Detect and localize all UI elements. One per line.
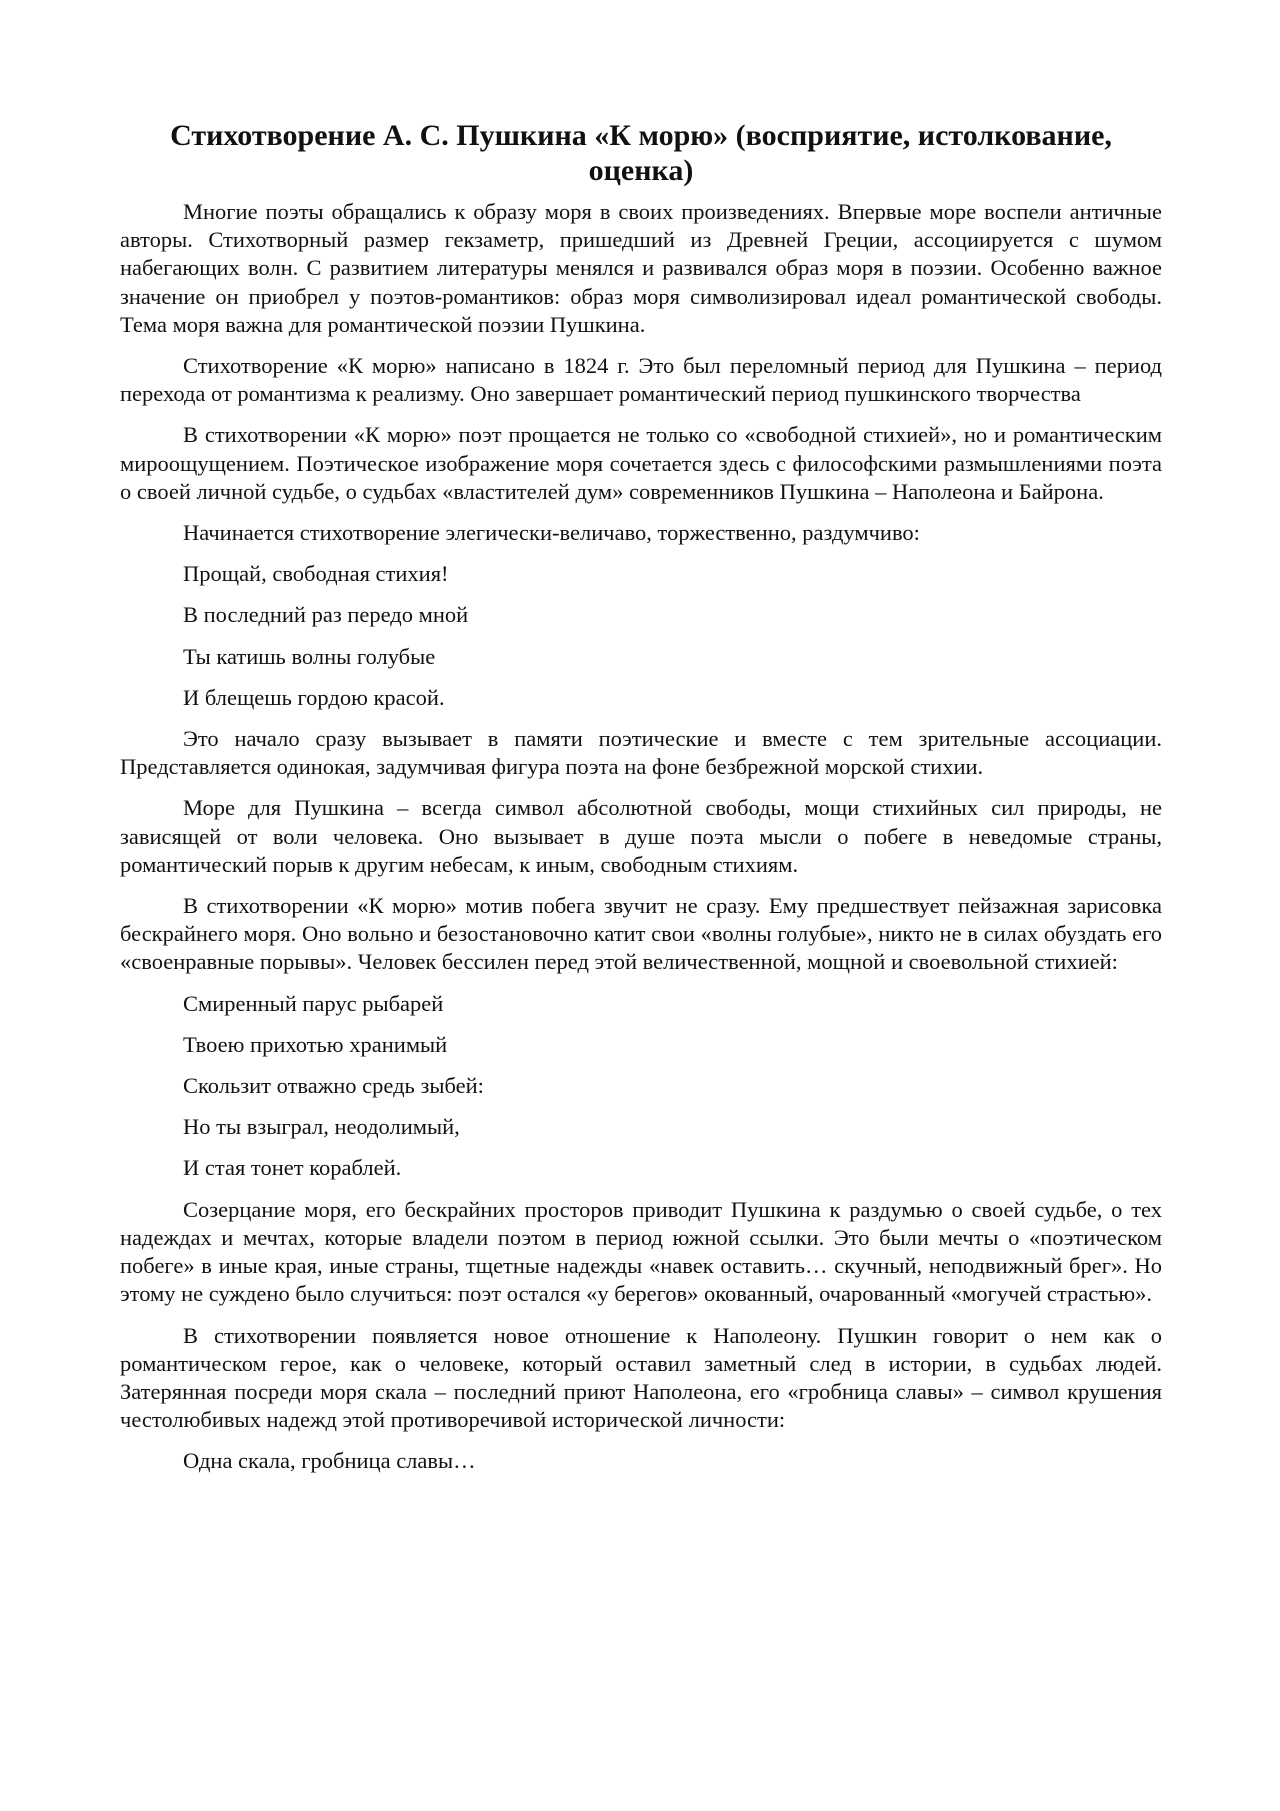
paragraph: Многие поэты обращались к образу моря в своих произведениях. Впервые море воспели античные авторы. Стихотворный размер гекзаметр, пришедший из Древней Греции, ассоциируется с шумом набегающих волн. С развитием литературы менялся и развивался образ моря в поэзии. Особенно важное значение он приобрел у поэтов-романтиков: образ моря символизировал идеал романтической свободы. Тема моря важна для романтической поэзии Пушкина. <box>120 199 1162 337</box>
paragraph: Это начало сразу вызывает в памяти поэтические и вместе с тем зрительные ассоциации. Представляется одинокая, задумчивая фигура поэта на фоне безбрежной морской стихии. <box>120 726 1162 780</box>
verse-line: Смиренный парус рыбарей <box>183 990 444 1016</box>
verse-line: Начинается стихотворение элегически-величаво, торжественно, раздумчиво: <box>183 520 920 546</box>
verse-line: Твоею прихотью хранимый <box>183 1031 448 1057</box>
paragraph: В стихотворении «К морю» поэт прощается не только со «свободной стихией», но и романтическим мироощущением. Поэтическое изображение моря сочетается здесь с философскими размышлениями поэта о своей личной судьбе, о судьбах «властителей дум» современников Пушкина – Наполеона и Байрона. <box>120 422 1162 504</box>
paragraph: В стихотворении «К морю» мотив побега звучит не сразу. Ему предшествует пейзажная зарисовка бескрайнего моря. Оно вольно и безостановочно катит свои «волны голубые», никто не в силах обуздать его «своенравные порывы». Человек бессилен перед этой величественной, мощной и своевольной стихией: <box>120 893 1162 975</box>
verse-line: Прощай, свободная стихия! <box>183 561 449 587</box>
verse-line: Одна скала, гробница славы… <box>183 1448 476 1474</box>
verse-line: Но ты взыграл, неодолимый, <box>183 1114 460 1140</box>
verse-line: Ты катишь волны голубые <box>183 643 436 669</box>
paragraph: Созерцание моря, его бескрайних просторов приводит Пушкина к раздумью о своей судьбе, о тех надеждах и мечтах, которые владели поэтом в период южной ссылки. Это были мечты о «поэтическом побеге» в иные края, иные страны, тщетные надежды «навек оставить… скучный, неподвижный брег». Но этому не суждено было случиться: поэт остался «у берегов» окованный, очарованный «могучей страстью». <box>120 1196 1162 1307</box>
paragraph: В стихотворении появляется новое отношение к Наполеону. Пушкин говорит о нем как о романтическом герое, как о человеке, который оставил заметный след в истории, в судьбах людей. Затерянная посреди моря скала – последний приют Наполеона, его «гробница славы» – символ крушения честолюбивых надежд этой противоречивой исторической личности: <box>120 1322 1162 1433</box>
verse-line: И блещешь гордою красой. <box>183 684 445 710</box>
document-title: Стихотворение А. С. Пушкина «К морю» (восприятие, истолкование, оценка) <box>170 119 1112 187</box>
verse-line: И стая тонет кораблей. <box>183 1155 402 1181</box>
document-page <box>120 118 1162 1489</box>
document-body <box>120 198 1162 1476</box>
paragraph: Стихотворение «К морю» написано в 1824 г. Это был переломный период для Пушкина – период перехода от романтизма к реализму. Оно завершает романтический период пушкинского творчества <box>120 353 1162 407</box>
verse-line: В последний раз передо мной <box>183 602 469 628</box>
paragraph: Море для Пушкина – всегда символ абсолютной свободы, мощи стихийных сил природы, не зависящей от воли человека. Оно вызывает в душе поэта мысли о побеге в неведомые страны, романтический порыв к другим небесам, к иным, свободным стихиям. <box>120 795 1162 877</box>
verse-line: Скользит отважно средь зыбей: <box>183 1073 484 1099</box>
